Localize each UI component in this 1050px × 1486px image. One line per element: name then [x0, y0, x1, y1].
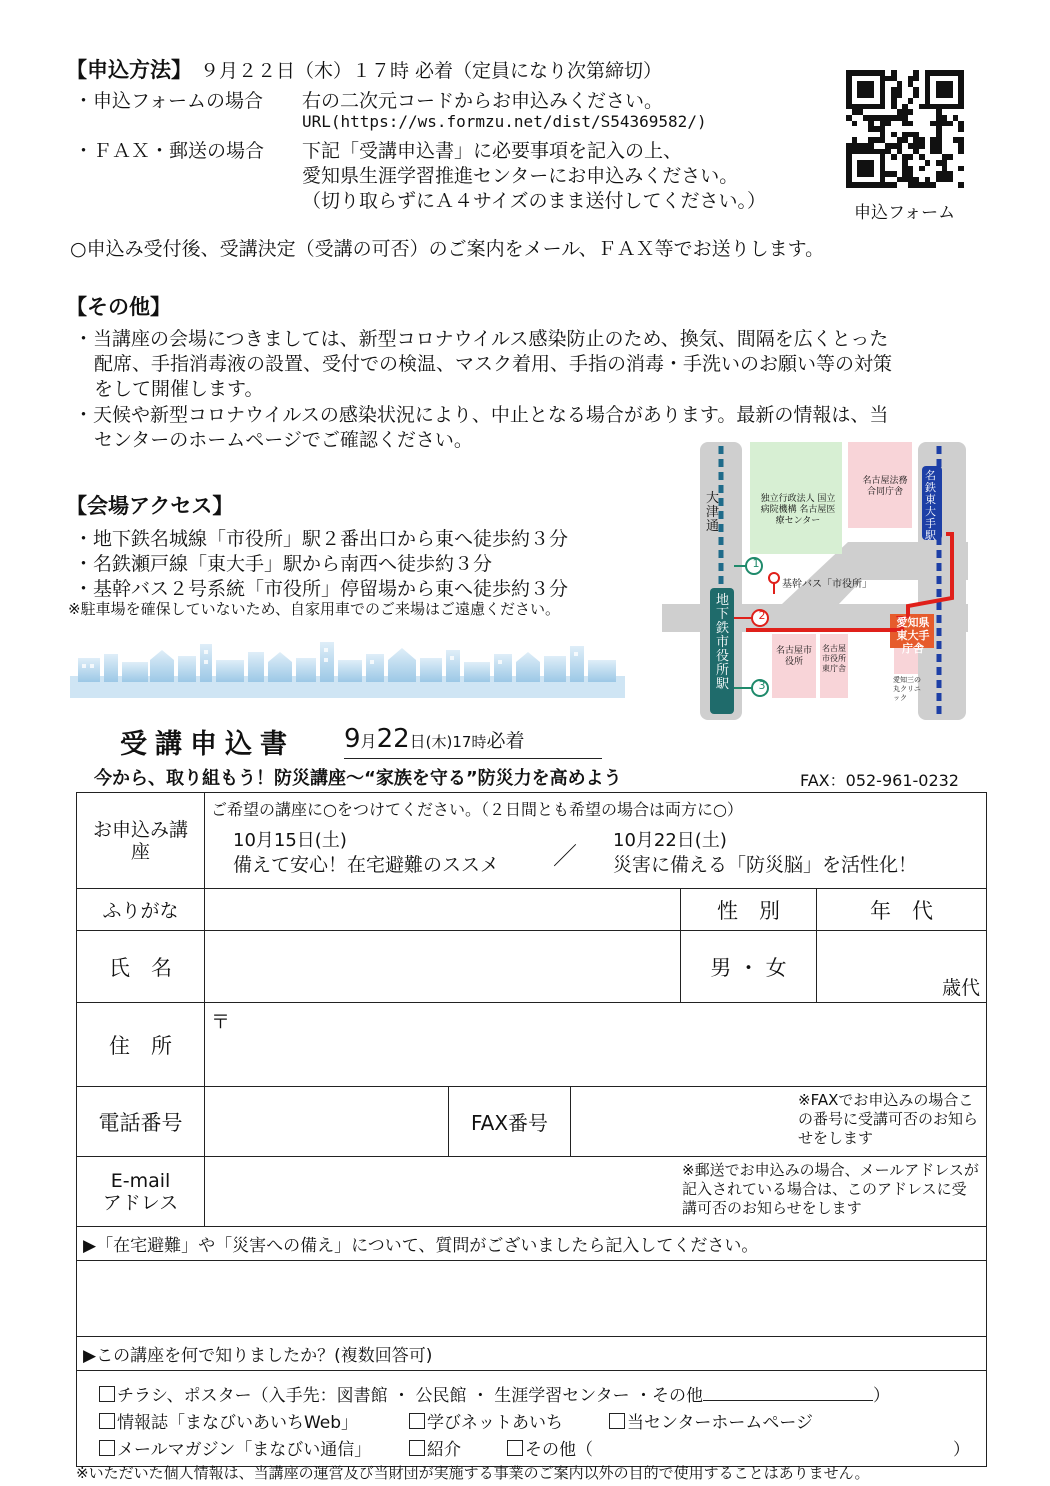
- apply-deadline: ９月２２日（木）１７時 必着（定員になり次第締切）: [200, 60, 663, 82]
- address-row: [77, 1003, 987, 1087]
- address-label: 住 所: [77, 1003, 205, 1087]
- due-weekday: (木): [425, 733, 453, 751]
- access-line-1: ・地下鉄名城線「市役所」駅２番出口から東へ徒歩約３分: [74, 528, 569, 550]
- map-exit-1: 1: [752, 557, 760, 570]
- question-prompt-row: [77, 1227, 987, 1261]
- qr-caption: 申込フォーム: [854, 203, 956, 223]
- apply-heading: 【申込方法】: [66, 58, 192, 82]
- source-prompt: ▶この講座を何で知りましたか？(複数回答可): [77, 1337, 987, 1371]
- checkbox-magazine[interactable]: [99, 1413, 115, 1429]
- acceptance-notice: ○申込み受付後、受講決定（受講の可否）のご案内をメール、ＦＡＸ等でお送りします。: [70, 238, 825, 260]
- checkbox-homepage[interactable]: [609, 1413, 625, 1429]
- name-label: 氏 名: [77, 931, 205, 1003]
- age-label: 年 代: [817, 889, 987, 931]
- other-heading: 【その他】: [66, 295, 171, 319]
- checkbox-flyer[interactable]: [99, 1386, 115, 1402]
- fax-method-text-1: 下記「受講申込書」に必要事項を記入の上、: [302, 140, 683, 162]
- option-other[interactable]: [507, 1435, 970, 1460]
- option-mail-label: メールマガジン「まなびい通信」: [117, 1440, 372, 1460]
- map-city-hall-label: 名古屋市役所: [776, 646, 813, 667]
- checkbox-mail[interactable]: [99, 1440, 115, 1456]
- question-answer-row: [77, 1261, 987, 1337]
- other-line-2: 配席、手指消毒液の設置、受付での検温、マスク着用、手指の消毒・手洗いのお願い等の対策: [94, 353, 893, 375]
- gender-field[interactable]: 男 ・ 女: [681, 931, 817, 1003]
- due-suffix: 必着: [486, 730, 525, 752]
- postal-mark: 〒: [211, 1011, 231, 1033]
- course-separator: ／: [553, 842, 577, 870]
- email-label-2: アドレス: [102, 1191, 179, 1214]
- form-due-date: [344, 724, 602, 759]
- email-field[interactable]: [205, 1157, 987, 1227]
- name-row: [77, 931, 987, 1003]
- fax-number-field[interactable]: [571, 1087, 987, 1157]
- fax-method-text-3: （切り取らずにＡ４サイズのまま送付してください。）: [302, 190, 766, 212]
- question-prompt: ▶「在宅避難」や「災害への備え」について、質問がございましたら記入してください。: [77, 1227, 987, 1261]
- phone-field[interactable]: [205, 1087, 449, 1157]
- map-exit-2: 2: [758, 609, 766, 622]
- checkbox-intro[interactable]: [409, 1440, 425, 1456]
- email-note: ※郵送でお申込みの場合、メールアドレスが記入されている場合は、このアドレスに受講可否のお知らせをします: [682, 1161, 979, 1217]
- email-label-1: E-mail: [110, 1169, 171, 1192]
- option-magazine-label: 情報誌「まなびいあいちWeb」: [117, 1413, 359, 1433]
- email-label-cell: [77, 1157, 205, 1227]
- map-subway-station-label: 地下鉄 市役所駅: [716, 593, 730, 692]
- option-flyer-label: チラシ、ポスター（入手先：図書館 ・ 公民館 ・ 生涯学習センター ・その他: [117, 1386, 703, 1406]
- map-clinic-label: 愛知三の丸クリニック: [893, 676, 921, 702]
- other-line-3: をして開催します。: [94, 378, 264, 400]
- access-line-2: ・名鉄瀬戸線「東大手」駅から南西へ徒歩約３分: [74, 553, 493, 575]
- due-time: 17時: [452, 733, 487, 751]
- option-intro-label: 紹介: [427, 1440, 461, 1460]
- gender-label: 性 別: [681, 889, 817, 931]
- other-line-4: ・天候や新型コロナウイルスの感染状況により、中止となる場合があります。最新の情報は、当: [74, 404, 889, 426]
- map-city-hall-annex-label: 名古屋市役所東庁舎: [822, 644, 846, 673]
- form-method-text: 右の二次元コードからお申込みください。: [302, 90, 664, 112]
- checkbox-other[interactable]: [507, 1440, 523, 1456]
- other-line-5: センターのホームページでご確認ください。: [94, 429, 473, 451]
- age-field[interactable]: [817, 931, 987, 1003]
- address-field[interactable]: [205, 1003, 987, 1087]
- option-magazine[interactable]: [99, 1408, 358, 1433]
- parking-note: ※駐車場を確保していないため、自家用車でのご来場はご遠慮ください。: [68, 600, 560, 618]
- email-row: [77, 1157, 987, 1227]
- due-day-unit: 日: [409, 732, 426, 751]
- due-day: 22: [376, 724, 410, 754]
- option-other-end: ）: [953, 1440, 970, 1460]
- form-method-label: ・申込フォームの場合: [74, 90, 264, 112]
- option-homepage[interactable]: [609, 1408, 813, 1433]
- map-bus-stop-label: 基幹バス「市役所」: [782, 579, 872, 590]
- map-court-label: 名古屋法務合同庁舎: [862, 476, 908, 497]
- application-form-table: [76, 792, 987, 1467]
- option-net[interactable]: [409, 1408, 563, 1433]
- name-field[interactable]: [205, 931, 681, 1003]
- course-1-title[interactable]: 備えて安心！在宅避難のススメ: [233, 854, 500, 876]
- city-skyline-illustration: [70, 636, 625, 698]
- fax-number-label: FAX番号: [449, 1087, 571, 1157]
- form-title: 受講申込書: [120, 729, 295, 760]
- age-unit: 歳代: [942, 977, 981, 999]
- course-label: お申込み講 座: [92, 818, 208, 863]
- form-subtitle: 今から、取り組もう！防災講座～“家族を守る”防災力を高めよう: [94, 768, 622, 789]
- form-url[interactable]: URL(https://ws.formzu.net/dist/S54369582/): [302, 112, 707, 131]
- qr-code[interactable]: [846, 70, 964, 188]
- fax-method-label: ・ＦＡＸ・郵送の場合: [74, 140, 265, 162]
- course-2-date: 10月22日(土): [613, 830, 727, 851]
- fax-note: ※FAXでお申込みの場合この番号に受講可否のお知らせをします: [798, 1091, 979, 1147]
- map-exit-3: 3: [758, 679, 766, 692]
- fax-method-text-2: 愛知県生涯学習推進センターにお申込みください。: [302, 165, 739, 187]
- course-options-cell[interactable]: [205, 793, 987, 889]
- phone-row: [77, 1087, 987, 1157]
- source-options-cell: [77, 1371, 987, 1467]
- form-fax-number: FAX：052-961-0232: [800, 771, 959, 790]
- course-row: [77, 793, 987, 889]
- question-answer-field[interactable]: [77, 1261, 987, 1337]
- course-1-date: 10月15日(土): [233, 830, 347, 851]
- map-hospital-label: 独立行政法人 国立病院機構 名古屋医療センター: [760, 494, 836, 526]
- map-street-label: 大津通: [706, 491, 720, 534]
- option-other-label: その他（: [525, 1440, 593, 1460]
- option-homepage-label: 当センターホームページ: [627, 1413, 813, 1433]
- furigana-row: [77, 889, 987, 931]
- course-label-cell: [77, 793, 208, 889]
- option-mail[interactable]: [99, 1435, 371, 1460]
- access-line-3: ・基幹バス２号系統「市役所」停留場から東へ徒歩約３分: [74, 578, 569, 600]
- map-meitetsu-station-label: 名鉄 東大手駅: [925, 469, 936, 542]
- course-instruction: ご希望の講座に○をつけてください。（２日間とも希望の場合は両方に○）: [211, 800, 743, 819]
- privacy-footer: ※いただいた個人情報は、当講座の運営及び当財団が実施する事業のご案内以外の目的で使用することはありません。: [76, 1464, 870, 1482]
- due-month: 9: [344, 724, 361, 754]
- course-2-title[interactable]: 災害に備える「防災脳」を活性化！: [613, 854, 918, 876]
- due-month-unit: 月: [360, 732, 377, 751]
- source-options-row: [77, 1371, 987, 1467]
- source-prompt-row: [77, 1337, 987, 1371]
- phone-label: 電話番号: [77, 1087, 205, 1157]
- option-net-label: 学びネットあいち: [427, 1413, 563, 1433]
- other-line-1: ・当講座の会場につきましては、新型コロナウイルス感染防止のため、換気、間隔を広くとった: [74, 328, 889, 350]
- option-flyer[interactable]: [99, 1381, 890, 1406]
- option-flyer-blank[interactable]: [703, 1386, 873, 1401]
- option-intro[interactable]: [409, 1435, 461, 1460]
- option-flyer-end: ）: [872, 1386, 890, 1406]
- checkbox-net[interactable]: [409, 1413, 425, 1429]
- furigana-field[interactable]: [205, 889, 681, 931]
- map-venue-label: 愛知県東大手庁舎: [896, 616, 930, 655]
- furigana-label: ふりがな: [77, 889, 205, 931]
- access-heading: 【会場アクセス】: [66, 494, 234, 518]
